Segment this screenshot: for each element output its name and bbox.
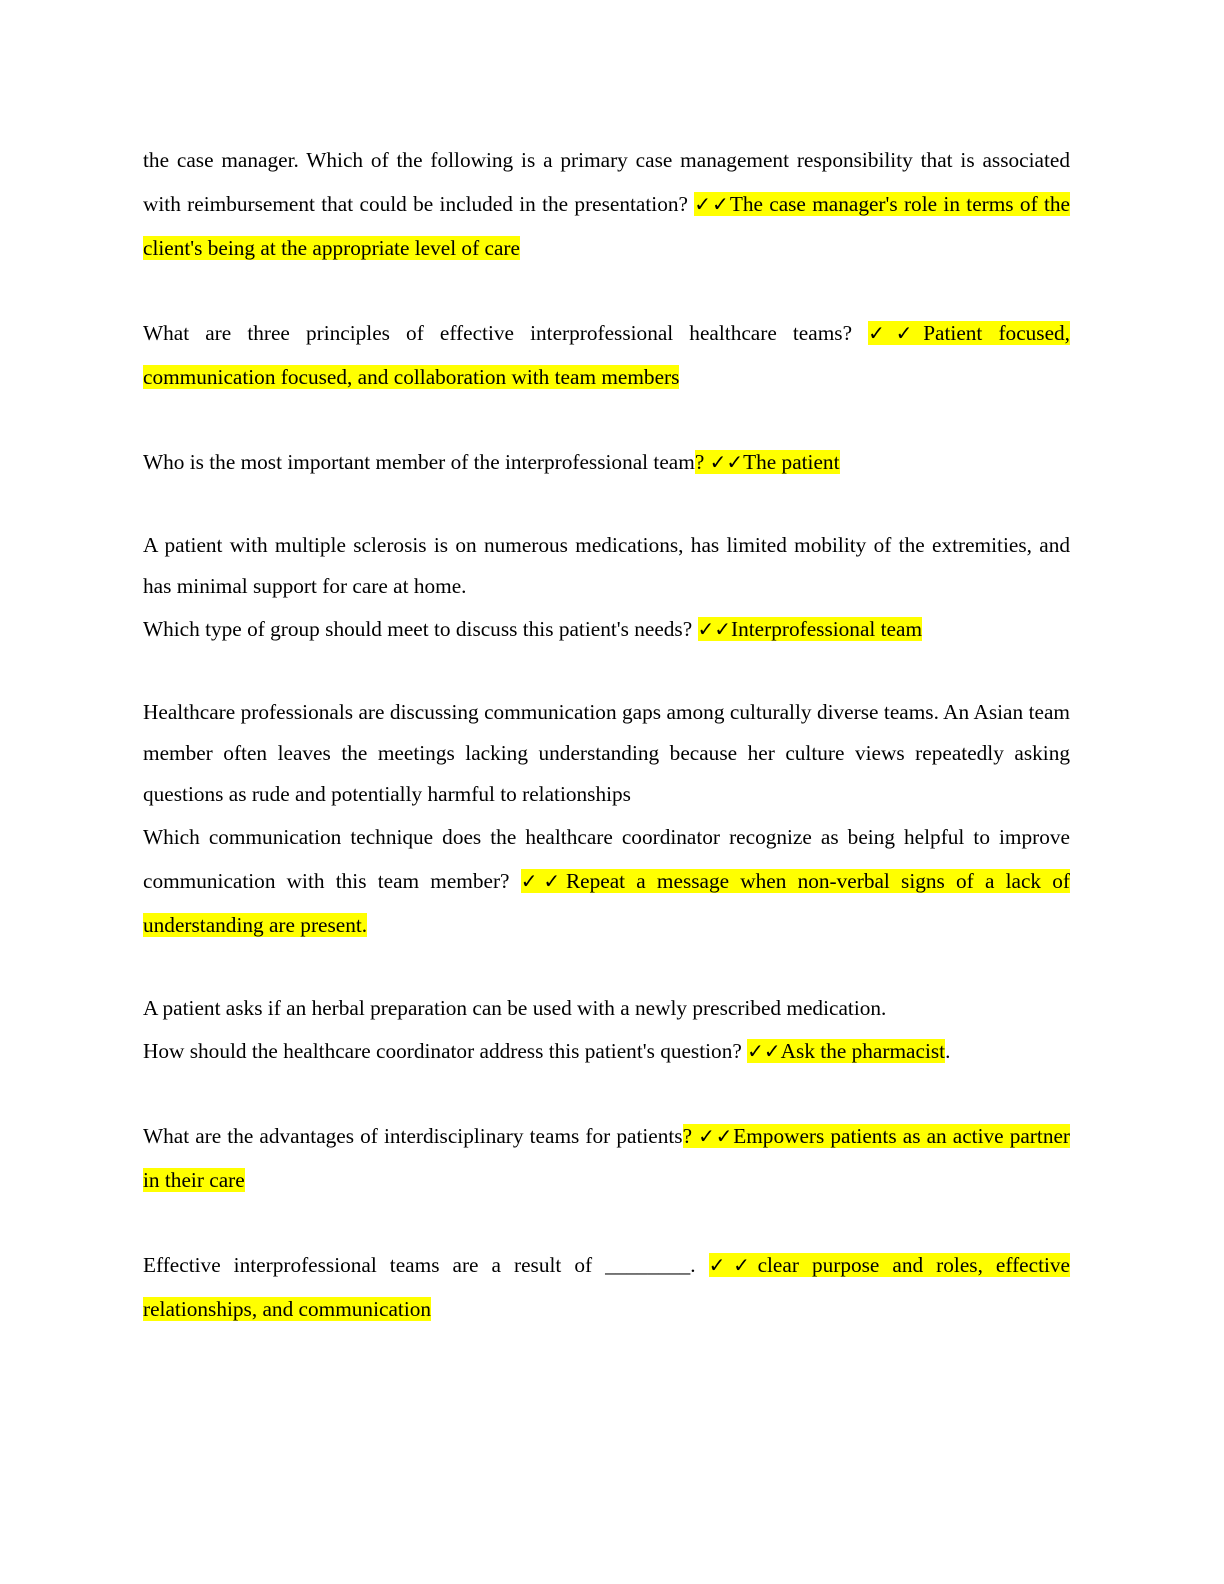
answer-period: . [945,1039,951,1063]
checkmark-icon: ✓✓ [708,1253,758,1277]
qa-block-1 [143,138,1070,270]
answer-text: Empowers patients as an active partner in their care [143,1124,1071,1192]
answer-text: Repeat a message when non-verbal signs of a lack of understanding are present. [143,869,1071,937]
qa-block-2 [143,311,1070,399]
qa-block-6 [143,988,1070,1073]
question-line [143,1029,1070,1073]
qa-block-7 [143,1114,1070,1202]
answer-text: The case manager's role in terms of the client's being at the appropriate level of care [143,192,1070,260]
question-mark: ? [694,450,710,474]
answer-highlight [747,1039,945,1063]
checkmark-icon: ✓✓ [698,1124,734,1148]
document-page [143,138,1070,1331]
context-text: Healthcare professionals are discussing communication gaps among culturally diverse teams. An Asian team member often leaves the meetings lacking understanding because her culture views repeatedly asking questions as rude and potentially harmful to relationships [143,700,1070,806]
question-line [143,607,1070,651]
question-text: How should the healthcare coordinator address this patient's question? [143,1039,748,1063]
answer-text: Patient focused, communication focused, and collaboration with team members [143,321,1071,389]
question-line [143,815,1070,947]
answer-highlight [695,450,840,474]
question-text: Which communication technique does the healthcare coordinator recognize as being helpful to improve communication with this team member? [143,825,1070,893]
checkmark-icon: ✓✓ [868,321,924,345]
checkmark-icon: ✓✓ [697,617,732,641]
context-text: A patient asks if an herbal preparation can be used with a newly prescribed medication. [143,996,887,1020]
qa-block-5 [143,692,1070,947]
checkmark-icon: ✓✓ [694,192,730,216]
checkmark-icon: ✓✓ [747,1039,781,1063]
question-mark: ? [682,1124,699,1148]
checkmark-icon: ✓✓ [709,450,744,474]
question-text: What are the advantages of interdisciplinary teams for patients [143,1124,683,1148]
answer-highlight [698,617,923,641]
qa-block-8 [143,1243,1070,1331]
question-text: the case manager. Which of the following is a primary case management responsibility that is associated with reimbursement that could be included in the presentation? [143,148,1070,216]
answer-text: Ask the pharmacist [780,1039,946,1063]
answer-text: The patient [743,450,840,474]
qa-block-4 [143,525,1070,651]
question-text: Which type of group should meet to discuss this patient's needs? [143,617,698,641]
answer-text: Interprofessional team [731,617,923,641]
question-text: Who is the most important member of the interprofessional team [143,450,695,474]
qa-block-3 [143,440,1070,484]
context-text: A patient with multiple sclerosis is on numerous medications, has limited mobility of the extremities, and has minimal support for care at home. [143,533,1070,598]
checkmark-icon: ✓✓ [520,869,566,893]
question-text: Effective interprofessional teams are a result of ________. [143,1253,709,1277]
question-text: What are three principles of effective interprofessional healthcare teams? [143,321,869,345]
answer-text: clear purpose and roles, effective relationships, and communication [143,1253,1071,1321]
